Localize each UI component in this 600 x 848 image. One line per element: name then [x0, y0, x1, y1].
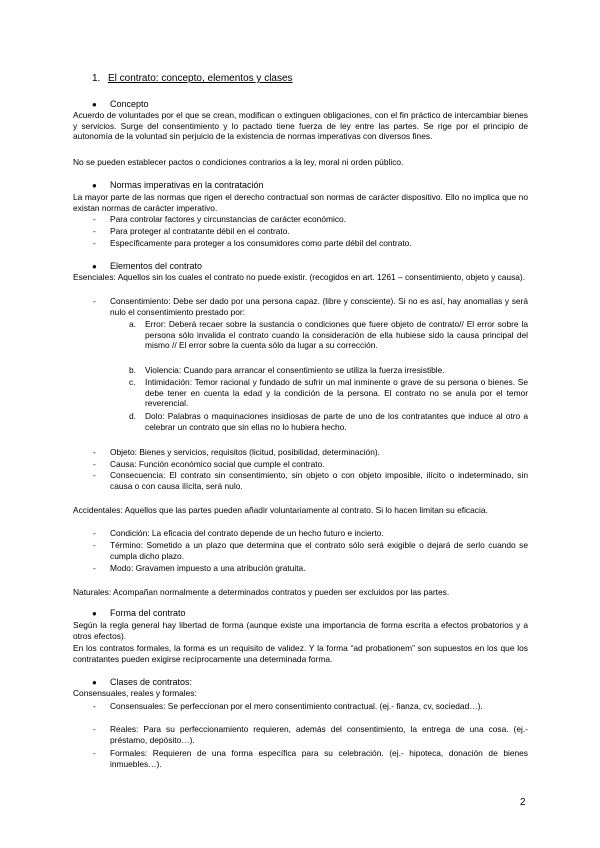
section-number: 1. [92, 73, 101, 84]
vicio-error: Error: Deberá recaer sobre la sustancia o condiciones que fuere objeto de contrato// El error sobre la persona sólo invalida el contrato cuando la consideración de ella hubiese sido la causa principal del mismo // El error sobre la cuenta sólo da lugar a su corrección. [145, 319, 528, 350]
page-number: 2 [520, 797, 526, 808]
dash-icon: - [93, 238, 96, 248]
dash-icon: - [93, 540, 96, 550]
reales-item: Reales: Para su perfeccionamiento requieren, además del consentimiento, la entrega de una cosa. (ej.- préstamo, depósito…). [110, 724, 528, 745]
bullet-icon: ● [92, 100, 97, 109]
normas-item: Específicamente para proteger a los consumidores como parte débil del contrato. [110, 238, 412, 248]
dash-icon: - [93, 748, 96, 758]
clases-heading: Clases de contratos: [110, 677, 193, 687]
concepto-paragraph: Acuerdo de voluntades por el que se crean, modifican o extinguen obligaciones, con el fin práctico de intercambiar bienes y servicios. Surge del consentimiento y lo pactado tiene fuerza de ley entre las partes. Se rige por el principio de autonomía de la voluntad sin perjuicio de la existencia de normas imperativas con diversos fines. [73, 110, 528, 141]
normas-item: Para proteger al contratante débil en el contrato. [110, 226, 290, 236]
dash-icon: - [93, 214, 96, 224]
bullet-icon: ● [92, 181, 97, 190]
dash-icon: - [93, 528, 96, 538]
accidentales-paragraph: Accidentales: Aquellos que las partes pueden añadir voluntariamente al contrato. Si lo hacen limitan su eficacia. [73, 505, 488, 515]
list-letter: b. [129, 365, 136, 375]
bullet-icon: ● [92, 262, 97, 271]
condicion-item: Condición: La eficacia del contrato depende de un hecho futuro e incierto. [110, 528, 384, 538]
elementos-heading: Elementos del contrato [110, 261, 203, 271]
consensuales-item: Consensuales: Se perfeccionan por el mero consentimiento contractual. (ej.- fianza, cv, sociedad…). [110, 701, 483, 711]
concepto-paragraph-2: No se pueden establecer pactos o condiciones contrarios a la ley, moral ni orden público. [73, 157, 404, 167]
naturales-paragraph: Naturales: Acompañan normalmente a determinados contratos y pueden ser excluidos por las partes. [73, 587, 450, 597]
bullet-icon: ● [92, 678, 97, 687]
forma-heading: Forma del contrato [110, 608, 186, 618]
dash-icon: - [93, 447, 96, 457]
forma-paragraph-2: En los contratos formales, la forma es un requisito de validez. Y la forma “ad probationem” son supuestos en los que los contratantes pueden exigirse recíprocamente una determinada forma. [73, 643, 528, 664]
list-letter: c. [129, 377, 136, 387]
dash-icon: - [93, 459, 96, 469]
termino-item: Término: Sometido a un plazo que determina que el contrato sólo será exigible o dejará de serlo cuando se cumpla dicho plazo. [110, 540, 528, 561]
clases-subtitle: Consensuales, reales y formales: [73, 688, 197, 698]
dash-icon: - [93, 296, 96, 306]
list-letter: a. [129, 319, 136, 329]
dash-icon: - [93, 724, 96, 734]
bullet-icon: ● [92, 609, 97, 618]
normas-heading: Normas imperativas en la contratación [110, 180, 264, 190]
causa-item: Causa: Función económico social que cumple el contrato. [110, 459, 325, 469]
consecuencia-item: Consecuencia: El contrato sin consentimiento, sin objeto o con objeto imposible, ilícito o indeterminado, sin causa o con causa ilícita, será nulo. [110, 470, 528, 491]
vicio-intimidacion: Intimidación: Temor racional y fundado de sufrir un mal inminente o grave de su persona o bienes. Se debe tener en cuenta la edad y la condición de la persona. El contrato no se anula por el temor reverencial. [145, 377, 528, 408]
objeto-item: Objeto: Bienes y servicios, requisitos (licitud, posibilidad, determinación). [110, 447, 380, 457]
dash-icon: - [93, 563, 96, 573]
normas-paragraph: La mayor parte de las normas que rigen el derecho contractual son normas de carácter dispositivo. Ello no implica que no existan normas de carácter imperativo. [73, 192, 528, 213]
concepto-heading: Concepto [110, 99, 149, 109]
section-heading [92, 73, 293, 85]
dash-icon: - [93, 470, 96, 480]
normas-item: Para controlar factores y circunstancias de carácter económico. [110, 214, 347, 224]
forma-paragraph: Según la regla general hay libertad de forma (aunque existe una importancia de forma escrita a efectos probatorios y a otros efectos). [73, 620, 528, 641]
vicio-dolo: Dolo: Palabras o maquinaciones insidiosas de parte de uno de los contratantes que induce al otro a celebrar un contrato que sin ellas no lo hubiera hecho. [145, 411, 528, 432]
dash-icon: - [93, 701, 96, 711]
section-title: El contrato: concepto, elementos y clases [108, 73, 293, 84]
vicio-violencia: Violencia: Cuando para arrancar el consentimiento se utiliza la fuerza irresistible. [145, 365, 445, 375]
consentimiento-item: Consentimiento: Debe ser dado por una persona capaz. (libre y consciente). Si no es así, hay anomalías y será nulo el consentimiento prestado por: [110, 296, 528, 317]
list-letter: d. [129, 411, 136, 421]
esenciales-paragraph: Esenciales: Aquellos sin los cuales el contrato no puede existir. (recogidos en art. 1261 – consentimiento, objeto y causa). [73, 272, 526, 282]
modo-item: Modo: Gravamen impuesto a una atribución gratuita. [110, 563, 306, 573]
formales-item: Formales: Requieren de una forma específica para su celebración. (ej.- hipoteca, donación de bienes inmuebles…). [110, 748, 528, 769]
dash-icon: - [93, 226, 96, 236]
